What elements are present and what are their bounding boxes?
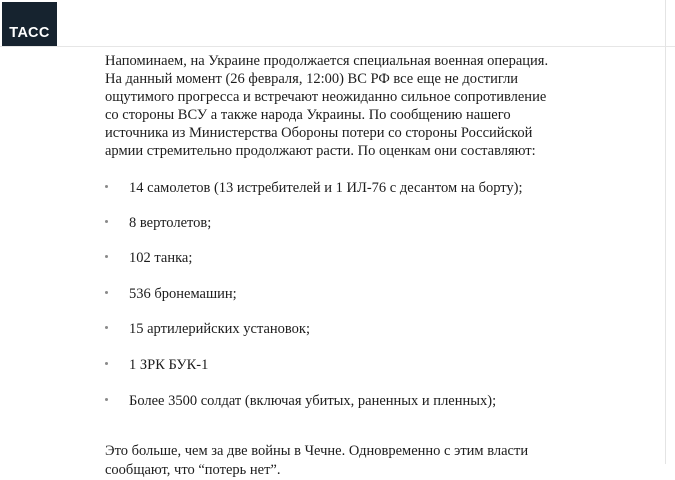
intro-line: армии стремительно продолжают расти. По оценкам они составляют:: [105, 143, 536, 159]
intro-line: ощутимого прогресса и встречают неожиданно сильное сопротивление: [105, 89, 547, 105]
outro-line: Это больше, чем за две войны в Чечне. Одновременно с этим власти: [105, 442, 529, 459]
list-item-text: 14 самолетов (13 истребителей и 1 ИЛ-76 с десантом на борту);: [129, 180, 523, 196]
list-item-text: 536 бронемашин;: [129, 286, 237, 302]
list-item-text: 15 артилерийских установок;: [129, 321, 310, 337]
outro-paragraph: [105, 442, 528, 480]
logo-text: ТАСС: [9, 25, 50, 41]
outro-line: сообщают, что “потерь нет”.: [105, 461, 281, 478]
bullet-icon: [105, 185, 108, 188]
intro-line: со стороны ВСУ а также народа Украины. По сообщению нашего: [105, 107, 511, 123]
bullet-icon: [105, 220, 108, 223]
bullet-icon: [105, 362, 108, 365]
bullet-icon: [105, 326, 108, 329]
list-item-text: 8 вертолетов;: [129, 215, 212, 231]
page-border: [665, 0, 666, 464]
intro-line: На данный момент (26 февраля, 12:00) ВС РФ все еще не достигли: [105, 71, 519, 87]
tass-logo[interactable]: [2, 2, 57, 46]
article-body: [105, 52, 575, 478]
intro-line: Напоминаем, на Украине продолжается специальная военная операция.: [105, 53, 549, 69]
bullet-icon: [105, 255, 108, 258]
list-item-text: Более 3500 солдат (включая убитых, раненных и пленных);: [129, 393, 497, 409]
bullet-icon: [105, 291, 108, 294]
list-item-text: 1 ЗРК БУК-1: [129, 357, 209, 373]
intro-line: источника из Министерства Обороны потери со стороны Российской: [105, 125, 533, 141]
list-item-text: 102 танка;: [129, 250, 193, 266]
intro-paragraph: [105, 52, 575, 160]
bullet-icon: [105, 398, 108, 401]
site-header: [0, 0, 675, 47]
